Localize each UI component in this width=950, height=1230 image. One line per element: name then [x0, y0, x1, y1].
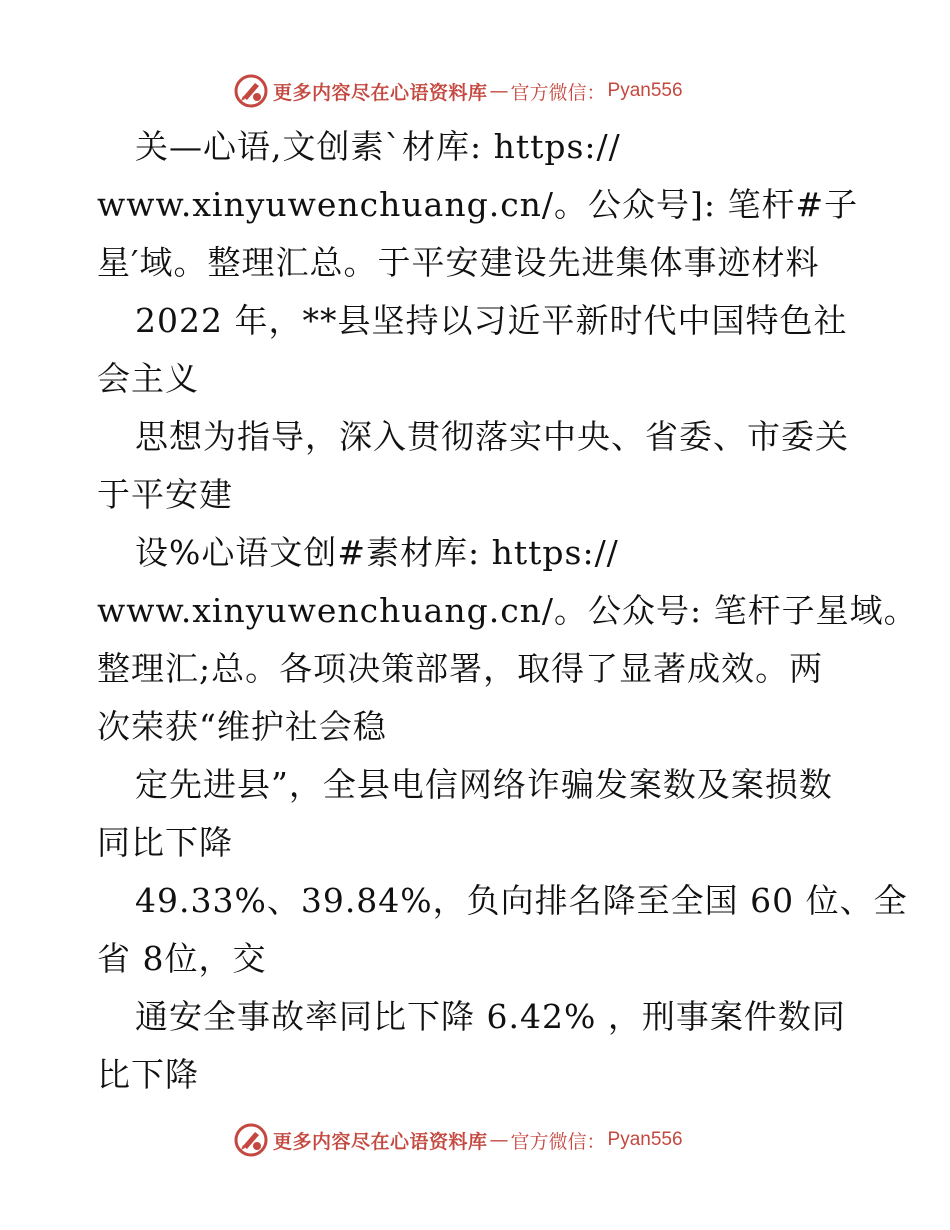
banner-wechat-label: 官方微信：: [510, 1130, 606, 1153]
body-line: 思想为指导，深入贯彻落实中央、省委、市委关: [135, 417, 849, 456]
body-line: www.xinyuwenchuang.cn/。公众号]: 笔杆#子: [97, 185, 859, 224]
footer-banner: [233, 1120, 683, 1160]
writing-hand-icon: [233, 1122, 269, 1158]
header-banner: [233, 71, 683, 111]
banner-wechat-id: Pyan556: [607, 1129, 683, 1150]
body-line: 同比下降: [97, 823, 233, 862]
banner-dash: —: [489, 80, 509, 102]
body-line: 于平安建: [97, 475, 233, 514]
banner-title: 更多内容尽在心语资料库: [273, 1130, 488, 1153]
document-body: [97, 118, 918, 1104]
body-line: 比下降: [97, 1055, 199, 1094]
banner-wechat-id: Pyan556: [607, 80, 683, 101]
body-line: 星′域。整理汇总。于平安建设先进集体事迹材料: [97, 243, 820, 282]
banner-title: 更多内容尽在心语资料库: [273, 81, 488, 104]
banner-wechat-label: 官方微信：: [510, 81, 606, 104]
body-line: www.xinyuwenchuang.cn/。公众号: 笔杆子星域。: [97, 591, 918, 630]
body-line: 省 8位，交: [97, 939, 267, 978]
banner-dash: —: [489, 1129, 509, 1151]
body-line: 整理汇;总。各项决策部署，取得了显著成效。两: [97, 649, 824, 688]
writing-hand-icon: [233, 73, 269, 109]
body-line: 会主义: [97, 359, 199, 398]
body-line: 通安全事故率同比下降 6.42% ，刑事案件数同: [135, 997, 846, 1036]
body-line: 定先进县”，全县电信网络诈骗发案数及案损数: [135, 765, 833, 804]
body-line: 次荣获“维护社会稳: [97, 707, 387, 746]
body-line: 设%心语文创#素材库: https://: [135, 533, 619, 572]
body-line: 2022 年，**县坚持以习近平新时代中国特色社: [135, 301, 848, 340]
body-line: 49.33%、39.84%，负向排名降至全国 60 位、全: [135, 881, 908, 920]
body-line: 关—心语,文创素`材库: https://: [135, 127, 621, 166]
